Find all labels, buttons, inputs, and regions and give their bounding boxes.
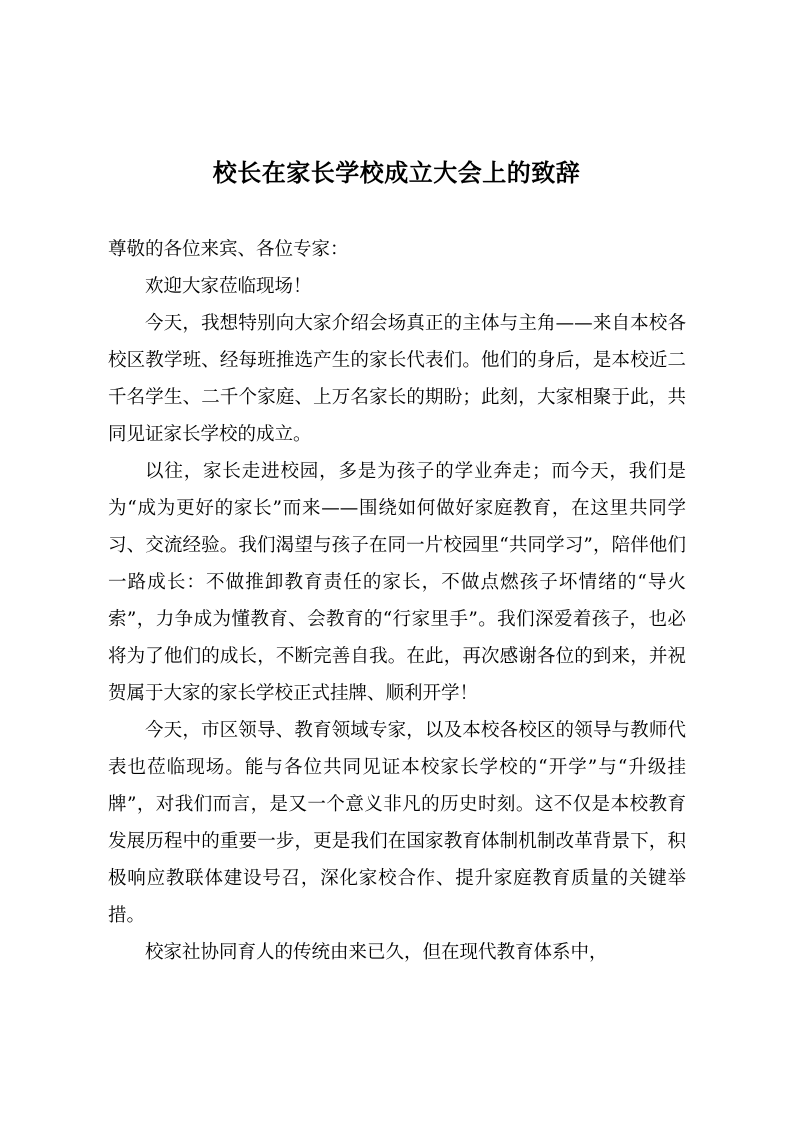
paragraph-guests-milestone: 今天，市区领导、教育领域专家，以及本校各校区的领导与教师代表也莅临现场。能与各位共同见证本校家长学校的“开学”与“升级挂牌”，对我们而言，是又一个意义非凡的历史时刻。这不仅是本校教育发展历程中的重要一步，更是我们在国家教育体制机制改革背景下，积极响应教联体建设号召，深化家校合作、提升家庭教育质量的关键举措。 bbox=[108, 720, 686, 926]
paragraph-better-parents: 以往，家长走进校园，多是为孩子的学业奔走；而今天，我们是为“成为更好的家长”而来——围绕如何做好家庭教育，在这里共同学习、交流经验。我们渴望与孩子在同一片校园里“共同学习”，陪伴他们一路成长：不做推卸教育责任的家长，不做点燃孩子坏情绪的“导火索”，力争成为懂教育、会教育的“行家里手”。我们深爱着孩子，也必将为了他们的成长，不断完善自我。在此，再次感谢各位的到来，并祝贺属于大家的家长学校正式挂牌、顺利开学！ bbox=[108, 461, 686, 704]
paragraph-parent-representatives: 今天，我想特别向大家介绍会场真正的主体与主角——来自本校各校区教学班、经每班推选产生的家长代表们。他们的身后，是本校近二千名学生、二千个家庭、上万名家长的期盼；此刻，大家相聚于此，共同见证家长学校的成立。 bbox=[108, 313, 686, 445]
document-body bbox=[108, 231, 686, 971]
paragraph-welcome: 欢迎大家莅临现场！ bbox=[145, 276, 312, 297]
salutation: 尊敬的各位来宾、各位专家： bbox=[108, 239, 349, 260]
paragraph-collaborative-education: 校家社协同育人的传统由来已久，但在现代教育体系中， bbox=[145, 942, 608, 963]
document-title: 校长在家长学校成立大会上的致辞 bbox=[212, 159, 581, 187]
